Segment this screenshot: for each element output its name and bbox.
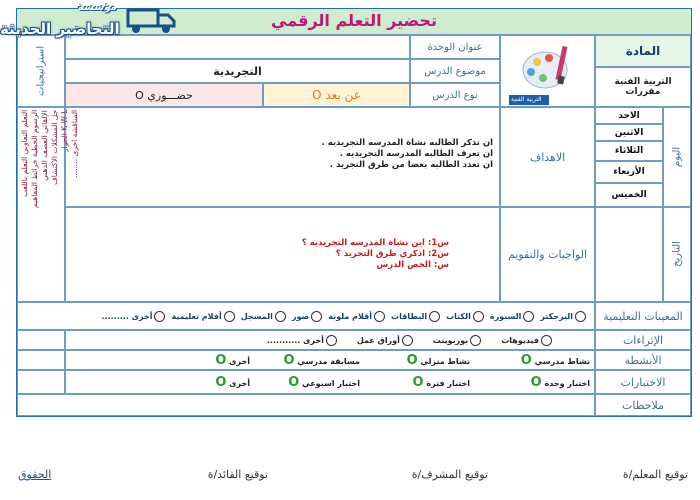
strategy-line[interactable]: المناقشة اخرى ........ [70,110,79,179]
day-tuesday[interactable]: الثلاثاء [595,141,663,161]
test-option[interactable]: اختبار وحدة O [530,374,590,390]
presence-option[interactable]: حضـــوري O [65,83,263,107]
aid-option[interactable]: أقلام ملونة [328,311,387,322]
lesson-type-label: نوع الدرس [410,83,500,107]
strategy-line[interactable]: التعلم التعاوني التعلم باللعب [20,110,29,198]
image-caption: التربية الفنية [511,96,542,103]
homework-item: س1: اين نشاة المدرسه التجريديه ؟ [301,238,449,248]
enrichment-option[interactable]: بوربوينت [433,335,483,346]
objective-item: ان تذكر الطالبه نشاة المدرسه التجريديه . [321,138,493,148]
test-option[interactable]: اختبار اسبوعي O [288,374,360,390]
subject-label: المادة [595,35,691,67]
objective-item: ان تعرف الطالبه المدرسه التجريديه . [339,149,493,159]
logo-main-text: التحاضير الحديثة [0,20,120,38]
notes-label: ملاحظات [595,394,691,416]
aid-option[interactable]: البطاقات [391,311,442,322]
lesson-topic-value[interactable]: التجريدية [65,59,410,83]
logo-small-text: مؤسسة [78,2,117,13]
strategy-line[interactable]: حل المشكلات الاكتشاف [50,110,59,186]
aids-row [17,302,595,330]
remote-option[interactable]: عن بعد O [263,83,410,107]
rights-link[interactable]: الحقوق [18,468,52,481]
date-label-box [663,207,691,302]
enrichment-row [65,330,595,350]
activity-option[interactable]: نشاط منزلي O [406,352,470,368]
tests-label: الاختبارات [595,370,691,394]
test-option[interactable]: أخرى O [215,374,250,390]
strategy-line[interactable]: K W L الحوار [60,110,69,153]
objectives-label: الاهداف [500,107,595,207]
activities-label: الأنشطة [595,350,691,370]
aid-option[interactable]: الكتاب [446,311,486,322]
signature-teacher: توقيع المعلم/ة [622,468,688,481]
strategy-line[interactable]: الإلقائي العصف الذهني [40,110,49,181]
day-sunday[interactable]: الاحد [595,107,663,124]
lesson-topic-label: موضوع الدرس [410,59,500,83]
unit-title-label: عنوان الوحدة [410,35,500,59]
test-option[interactable]: اختبار فترة O [412,374,470,390]
objectives-box[interactable] [65,107,500,207]
date-label: التاريخ [671,241,683,268]
enrichment-label: الإثراءات [595,330,691,350]
strategy-line[interactable]: الرسوم الخطية خرائط المفاهيم [30,110,39,209]
aid-option[interactable]: السبورة [490,311,537,322]
tests-row [65,370,595,394]
homework-box[interactable] [65,207,500,302]
homework-item: س: الخص الدرس [376,260,449,270]
activities-row [65,350,595,370]
page-title: تحضير التعلم الرقمي [271,11,437,30]
tests-blank [17,370,65,394]
strategies-label-box [17,35,65,107]
day-label: اليوم [671,146,683,168]
enrichment-option[interactable]: أوراق عمل [357,335,415,346]
homework-label: الواجبات والتقويم [500,207,595,302]
subject-image [500,35,595,107]
enrichment-option[interactable]: فيديوهات [501,335,554,346]
day-wednesday[interactable]: الأربعاء [595,161,663,183]
day-label-box [663,107,691,207]
date-value[interactable] [595,207,663,302]
aid-option[interactable]: صور [292,311,324,322]
activity-option[interactable]: نشاط مدرسي O [520,352,590,368]
enrichment-blank [17,330,65,350]
subject-value: التربية الفنية مقررات [595,67,691,107]
signature-supervisor: توقيع المشرف/ة [411,468,488,481]
day-thursday[interactable]: الخميس [595,183,663,207]
day-monday[interactable]: الاثنين [595,124,663,141]
aid-option[interactable]: البرجكتر [540,311,588,322]
activity-option[interactable]: أخرى O [215,352,250,368]
signature-leader: توقيع القائد/ة [207,468,268,481]
lesson-plan-frame [16,8,692,417]
enrichment-option[interactable]: أخرى ........... [267,335,339,346]
strategies-label: استراتيجيات [35,45,47,97]
aid-option[interactable]: أفلام تعليمية [171,311,236,322]
aids-label: المعينات التعليمية [595,302,691,330]
activities-blank [17,350,65,370]
strategies-list [17,107,79,302]
delivery-truck-icon [120,2,180,36]
logo [0,2,180,44]
aid-option[interactable]: أخرى ......... [102,311,168,322]
homework-item: س2: اذكري طرق التجريد ؟ [335,249,449,259]
aid-option[interactable]: المسجل [241,311,288,322]
objective-item: ان تعدد الطالبه بعضا من طرق التجريد . [329,160,493,170]
activity-option[interactable]: مسابقة مدرسي O [283,352,360,368]
notes-value[interactable] [17,394,595,416]
